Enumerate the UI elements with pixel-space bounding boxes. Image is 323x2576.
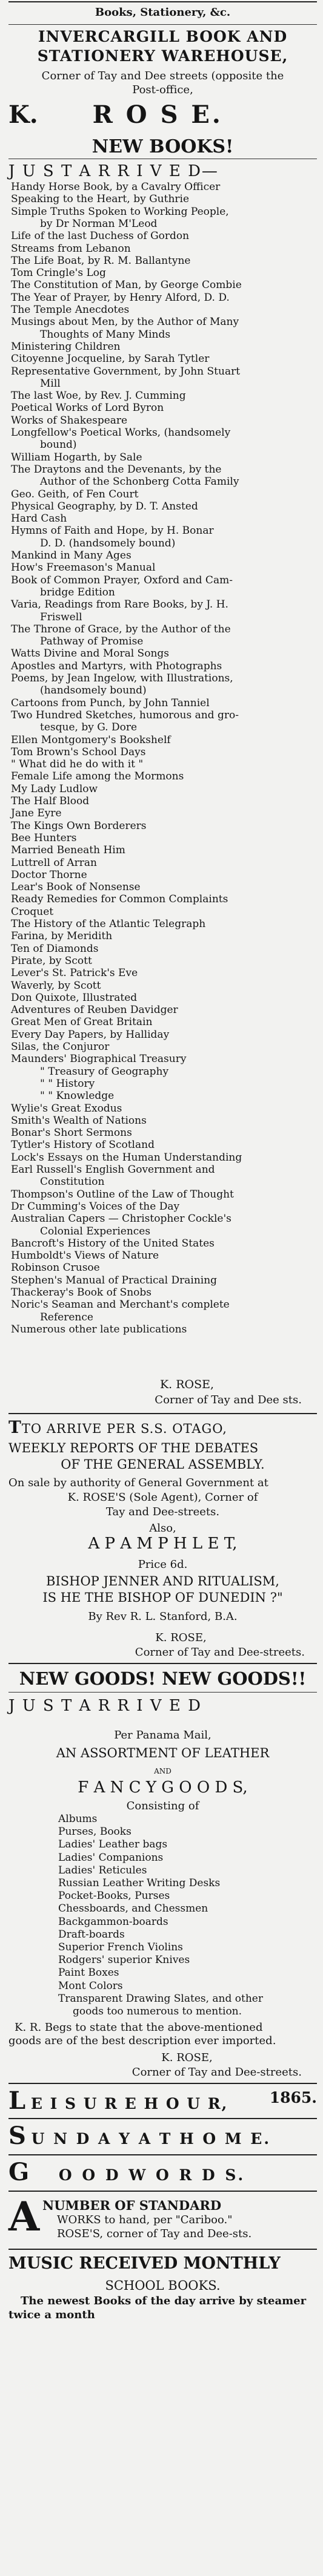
book-item: Noric's Seaman and Merchant's complete [11, 1299, 230, 1311]
ad6-dropcap: G [8, 2158, 30, 2186]
book-item: Earl Russell's English Government and [11, 1164, 215, 1176]
book-item: tesque, by G. Dore [40, 721, 138, 734]
book-item: Thackeray's Book of Snobs [11, 1286, 152, 1299]
ad3-notice-1: K. R. Begs to state that the above-mentioned [15, 2021, 263, 2034]
book-item: Smith's Wealth of Nations [11, 1114, 147, 1127]
ad1-address-1: Corner of Tay and Dee streets (opposite the [41, 70, 284, 82]
book-item: Tytler's History of Scotland [11, 1139, 155, 1152]
goods-item: goods too numerous to mention. [73, 2005, 242, 2017]
ad2-bishop-2: IS HE THE BISHOP OF DUNEDIN ?" [42, 1590, 283, 1605]
book-item: Streams from Lebanon [11, 242, 131, 255]
book-item: Friswell [40, 611, 82, 623]
book-item: Geo. Geith, of Fen Court [11, 488, 139, 500]
book-item: Doctor Thorne [11, 868, 87, 881]
ad4-dropcap: L [8, 2086, 26, 2115]
book-item: Hymns of Faith and Hope, by H. Bonar [11, 525, 214, 537]
book-item: Colonial Experiences [40, 1225, 151, 1237]
book-item: Lock's Essays on the Human Understanding [11, 1151, 242, 1164]
ad3-headline-rule [8, 1692, 317, 1693]
book-item: Married Beneath Him [11, 844, 125, 857]
book-item: Cartoons from Punch, by John Tanniel [11, 696, 210, 709]
ad2-sign-address: Corner of Tay and Dee-streets. [135, 1646, 305, 1659]
book-item: Maunders' Biographical Treasury [11, 1053, 187, 1066]
book-item: " Treasury of Geography [40, 1065, 169, 1078]
book-item: Ministering Children [11, 340, 121, 353]
ad3-notice-2: goods are of the best description ever imported. [8, 2034, 276, 2047]
book-item: Robinson Crusoe [11, 1262, 100, 1274]
ad3-consisting: Consisting of [126, 1800, 199, 1812]
book-item: " What did he do with it " [11, 758, 144, 771]
ad7-standard-works [8, 2193, 317, 2245]
goods-item: Superior French Violins [58, 1941, 183, 1953]
ad8-line-2: The newest Books of the day arrive by steamer [21, 2295, 307, 2307]
ad6-good-words: G O O D W O R D S. [8, 2158, 246, 2186]
book-item: Simple Truths Spoken to Working People, [11, 205, 229, 218]
ad1-title-1: INVERCARGILL BOOK AND [38, 28, 288, 45]
book-item: Author of the Schonberg Cotta Family [40, 476, 239, 488]
book-item: Thoughts of Many Minds [40, 328, 171, 341]
goods-item: Transparent Drawing Slates, and other [58, 1992, 263, 2005]
book-item: Constitution [40, 1176, 105, 1188]
book-item: Two Hundred Sketches, humorous and gro- [11, 709, 239, 721]
book-item: The Throne of Grace, by the Author of the [11, 623, 231, 635]
book-item: Representative Government, by John Stuart [11, 365, 241, 378]
book-item: Silas, the Conjuror [11, 1041, 110, 1053]
book-item: The Half Blood [11, 795, 90, 807]
book-item: Bancroft's History of the United States [11, 1237, 215, 1250]
book-item: Numerous other late publications [11, 1323, 187, 1336]
book-item: Reference [40, 1311, 93, 1323]
book-item: Ellen Montgomery's Bookshelf [11, 733, 171, 746]
ad2-title-1: TTO ARRIVE PER S.S. OTAGO, [8, 1417, 227, 1437]
goods-item: Ladies' Leather bags [58, 1838, 168, 1851]
ad2-end-rule [8, 1663, 317, 1664]
ad7-line-2: WORKS to hand, per "Cariboo." [57, 2214, 233, 2226]
header-rule [8, 24, 317, 25]
book-item: Citoyenne Jocqueline, by Sarah Tytler [11, 353, 210, 365]
ad2-body-3: Tay and Dee-streets. [105, 1506, 220, 1518]
book-item: Watts Divine and Moral Songs [11, 647, 169, 660]
book-item: " " History [40, 1077, 95, 1090]
book-item: How's Freemason's Manual [11, 562, 156, 574]
ad4-end-rule [8, 2118, 317, 2119]
ad3-and: AND [154, 1767, 171, 1775]
ad3-headline: NEW GOODS! NEW GOODS!! [19, 1668, 307, 1689]
ad7-line-1: NUMBER OF STANDARD [42, 2198, 222, 2213]
book-item: Physical Geography, by D. T. Ansted [11, 500, 198, 513]
ad3-just-arrived: J U S T A R R I V E D [8, 1697, 202, 1715]
ad3-end-rule [8, 2083, 317, 2084]
ad1-headline: NEW BOOKS! [92, 136, 234, 157]
ad1-proprietor [8, 100, 317, 129]
book-item: Adventures of Reuben Davidger [11, 1004, 178, 1017]
book-item: Lear's Book of Nonsense [11, 881, 141, 894]
book-item: Ready Remedies for Common Complaints [11, 893, 228, 906]
ad1-end-rule [8, 1413, 317, 1414]
goods-item: Ladies' Companions [58, 1851, 164, 1864]
ad7-line-3: ROSE'S, corner of Tay and Dee-sts. [57, 2227, 252, 2240]
book-item: by Dr Norman M'Leod [40, 217, 158, 230]
goods-item: Chessboards, and Chessmen [58, 1903, 208, 1915]
book-item: bound) [40, 439, 77, 451]
book-item: Tom Brown's School Days [11, 746, 146, 758]
ad1-sign-name: K. ROSE, [159, 1378, 215, 1391]
book-item: Pathway of Promise [40, 635, 144, 648]
book-item: Female Life among the Mormons [11, 770, 184, 783]
book-item: Works of Shakespeare [11, 414, 128, 427]
book-item: Waverly, by Scott [11, 979, 101, 992]
ad3-fancy-goods: F A N C Y G O O D S, [78, 1778, 248, 1797]
book-item: D. D. (handsomely bound) [40, 537, 176, 549]
ad3-sign-name: K. ROSE, [161, 2051, 213, 2064]
book-item: Dr Cumming's Voices of the Day [11, 1200, 180, 1213]
book-item: The Kings Own Borderers [11, 819, 147, 832]
goods-item: Backgammon-boards [58, 1915, 168, 1928]
book-item: Hard Cash [11, 513, 67, 525]
ad8-music-received: MUSIC RECEIVED MONTHLY [8, 2254, 281, 2273]
ad2-by: By Rev R. L. Stanford, B.A. [88, 1610, 238, 1623]
ad3-sign-address: Corner of Tay and Dee-streets. [132, 2066, 302, 2079]
book-item: Tom Cringle's Log [11, 267, 106, 280]
book-item: Thompson's Outline of the Law of Thought [11, 1188, 234, 1201]
ad2-dropcap: T [8, 1417, 22, 1437]
ad2-pamphlet: A P A M P H L E T, [88, 1535, 238, 1553]
book-item: Humboldt's Views of Nature [11, 1250, 159, 1262]
book-item: Poems, by Jean Ingelow, with Illustrations, [11, 672, 233, 684]
ad2-body-1: On sale by authority of General Government at [8, 1476, 268, 1489]
goods-item: Purses, Books [58, 1826, 132, 1838]
book-item: Luttrell of Arran [11, 856, 97, 869]
ad7-end-rule [8, 2249, 317, 2250]
book-item: Mill [40, 377, 61, 390]
book-item: Varia, Readings from Rare Books, by J. H. [11, 598, 228, 611]
book-item: Poetical Works of Lord Byron [11, 402, 164, 415]
book-item: Longfellow's Poetical Works, (handsomely [11, 427, 231, 439]
ad3-per: Per Panama Mail, [114, 1729, 211, 1742]
ad1-title-2: STATIONERY WAREHOUSE, [37, 47, 288, 65]
book-item: Book of Common Prayer, Oxford and Cam- [11, 574, 233, 586]
book-item: Wylie's Great Exodus [11, 1102, 122, 1115]
ad2-bishop-1: BISHOP JENNER AND RITUALISM, [46, 1574, 279, 1588]
book-item: Every Day Papers, by Halliday [11, 1028, 170, 1041]
book-item: Handy Horse Book, by a Cavalry Officer [11, 181, 221, 193]
book-item: Musings about Men, by the Author of Many [11, 316, 239, 329]
book-item: Speaking to the Heart, by Guthrie [11, 193, 190, 206]
ad8-line-3: twice a month [8, 2309, 95, 2321]
ad2-sign-name: K. ROSE, [155, 1631, 207, 1644]
book-item: bridge Edition [40, 586, 115, 598]
ad1-sign-address: Corner of Tay and Dee sts. [155, 1394, 302, 1406]
goods-item: Ladies' Reticules [58, 1864, 147, 1876]
book-item: The Year of Prayer, by Henry Alford, D. D. [11, 291, 230, 304]
book-item: Bonar's Short Sermons [11, 1127, 132, 1139]
book-item: Bee Hunters [11, 831, 77, 844]
goods-item: Russian Leather Writing Desks [58, 1877, 221, 1889]
ad5-end-rule [8, 2154, 317, 2155]
goods-item: Albums [58, 1813, 98, 1825]
book-item: Lever's St. Patrick's Eve [11, 967, 138, 980]
goods-item: Rodgers' superior Knives [58, 1954, 190, 1967]
book-item: Don Quixote, Illustrated [11, 991, 138, 1004]
book-item: William Hogarth, by Sale [11, 451, 142, 464]
ad7-dropcap: A [8, 2193, 40, 2240]
ad3-assortment: AN ASSORTMENT OF LEATHER [56, 1746, 270, 1760]
book-item: Stephen's Manual of Practical Draining [11, 1274, 218, 1286]
top-rule [8, 1, 317, 2]
book-item: The Constitution of Man, by George Combie [11, 279, 242, 292]
ad2-body-2: K. ROSE'S (Sole Agent), Corner of [67, 1491, 258, 1504]
goods-item: Pocket-Books, Purses [58, 1890, 170, 1903]
book-item: Australian Capers — Christopher Cockle's [11, 1213, 231, 1225]
book-item: The History of the Atlantic Telegraph [11, 918, 206, 930]
ad5-dropcap: S [8, 2122, 26, 2150]
book-item: My Lady Ludlow [11, 782, 98, 795]
ad2-title-2: WEEKLY REPORTS OF THE DEBATES [8, 1441, 259, 1455]
section-header: Books, Stationery, &c. [95, 6, 231, 19]
proprietor-initial: K. [8, 100, 38, 129]
goods-item: Mont Colors [58, 1979, 123, 1992]
ad8-school-books: SCHOOL BOOKS. [105, 2278, 221, 2293]
book-item: Jane Eyre [11, 807, 62, 820]
ad6-end-rule [8, 2191, 317, 2192]
book-item: (handsomely bound) [40, 684, 147, 697]
book-item: Life of the last Duchess of Gordon [11, 230, 190, 243]
book-item: Great Men of Great Britain [11, 1016, 153, 1029]
book-item: The Draytons and the Devenants, by the [11, 463, 222, 476]
book-item: " " Knowledge [40, 1090, 115, 1103]
book-item: Pirate, by Scott [11, 954, 92, 967]
ad5-sunday-at-home: S U N D A Y A T H O M E. [8, 2122, 271, 2150]
book-item: Mankind in Many Ages [11, 549, 132, 562]
book-item: Farina, by Meridith [11, 930, 113, 943]
book-item: Apostles and Martyrs, with Photographs [11, 660, 222, 672]
ad4-leisure-hour: L E I S U R E H O U R, 1865. [8, 2086, 317, 2115]
ad1-just-arrived: J U S T A R R I V E D— [8, 162, 219, 180]
proprietor-surname: R O S E. [92, 100, 223, 129]
book-item: The Temple Anecdotes [11, 304, 130, 316]
book-item: Ten of Diamonds [11, 942, 99, 955]
book-item: The Life Boat, by R. M. Ballantyne [11, 254, 191, 267]
book-item: Croquet [11, 905, 54, 918]
ad2-title-3: OF THE GENERAL ASSEMBLY. [61, 1457, 265, 1472]
goods-item: Paint Boxes [58, 1967, 119, 1979]
book-item: The last Woe, by Rev. J. Cumming [11, 390, 186, 402]
ad4-year: 1865. [269, 2089, 317, 2106]
ad2-price: Price 6d. [138, 1558, 188, 1571]
ad1-address-2: Post-office, [132, 84, 193, 96]
goods-item: Draft-boards [58, 1928, 125, 1941]
ad2-also: Also, [149, 1522, 176, 1535]
